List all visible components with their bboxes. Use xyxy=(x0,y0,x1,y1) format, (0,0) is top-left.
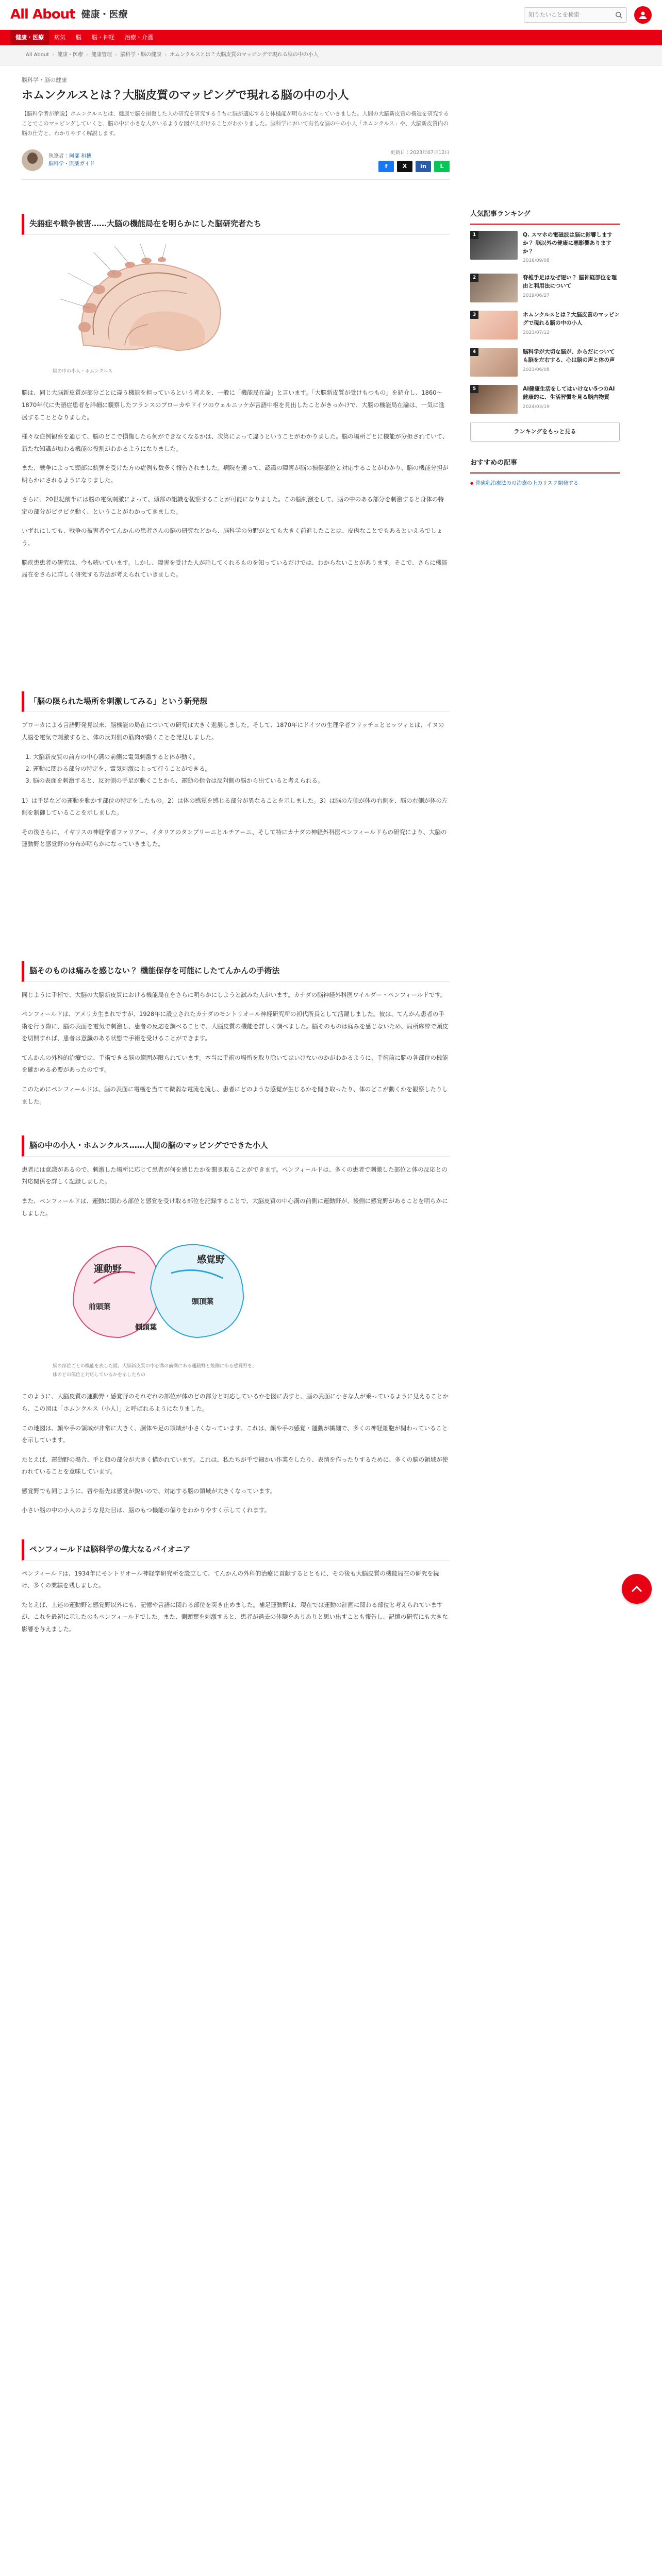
homunculus-figure xyxy=(53,242,238,376)
ranking-item[interactable] xyxy=(470,311,620,340)
header-divider xyxy=(22,179,450,180)
rank-number: 5 xyxy=(470,385,478,393)
list-item: 1. 大脳新皮質の前方の中心溝の前側に電気刺激すると体が動く。 xyxy=(33,751,450,763)
paragraph: また、戦争によって頭部に銃弾を受けた方の症例も数多く報告されました。病院を通って、認識の障害が脳の損傷部位と対応することがわかり、脳の機能分担が明らかにされるようになりました。 xyxy=(22,464,449,484)
paragraph: 小さい脳の中の小人のような見た目は、脳のもつ機能の偏りをわかりやすく示してくれます。 xyxy=(22,1506,271,1514)
ranking-title[interactable]: 脊椎手足はなぜ短い？ 脳神経部位を理由と利用法について xyxy=(523,274,617,290)
homunculus-illustration xyxy=(53,242,238,361)
search-box xyxy=(524,7,627,23)
breadcrumb-item[interactable]: 健康・医療 xyxy=(57,52,84,58)
parietal-lobe-label: 頭頂葉 xyxy=(192,1298,213,1307)
nav-item-nerve[interactable]: 脳・神経 xyxy=(92,34,114,41)
article-lead: 【脳科学者が解説】ホムンクルスとは、健康で脳を損傷した人の研究を研究するうちに脳が適応すると体機能が明らかになっていきました。人間の大脳新皮質の構造を研究することでこのマッピングしていくと、脳の中に小さな人がいるような図がえがけることがわかりました。脳科学において有名な脳の中の小人「ホムンクルス」や、大脳新皮質内の脳の仕方と、わかりやすく解説します。 xyxy=(22,110,449,137)
breadcrumb-separator: › xyxy=(164,52,167,58)
section-heading: 「脳の限られた場所を刺激してみる」という新発想 xyxy=(22,691,450,713)
article-thumbnail[interactable] xyxy=(470,385,518,414)
motor-area-label: 運動野 xyxy=(94,1264,122,1275)
paragraph: 様々な症例観察を通じて、脳のどこで損傷したら何ができなくなるかは、次第によって違うということがわかりました。脳の場所ごとに機能が分担されていて、新たな知識が加わる機能の役割がわかるようになりました。 xyxy=(22,433,449,452)
article-thumbnail[interactable] xyxy=(470,311,518,340)
line-share-button[interactable]: L xyxy=(434,161,450,172)
share-buttons xyxy=(378,161,450,172)
author-block xyxy=(22,149,95,171)
paragraph: さらに、20世紀前半には脳の電気刺激によって、頭部の組織を観察することが可能になりました。この脳刺激をして、脳の中のある部分を刺激すると身体の特定の部分がピクピク動く、ということがわかってきました。 xyxy=(22,496,444,515)
paragraph: この地図は、顔や手の領域が非常に大きく、胴体や足の領域が小さくなっています。これは、顔や手の感覚・運動が繊細で、多くの神経細胞が関わっていることを示しています。 xyxy=(22,1424,448,1444)
ranking-item[interactable] xyxy=(470,385,620,414)
linkedin-share-button[interactable]: in xyxy=(416,161,431,172)
user-icon xyxy=(638,10,648,20)
ranking-date: 2023/06/08 xyxy=(523,367,550,372)
author-name[interactable]: 阿部 和穂 xyxy=(69,154,92,160)
article-thumbnail[interactable] xyxy=(470,274,518,302)
author-row xyxy=(22,144,450,176)
ranking-item[interactable] xyxy=(470,348,620,377)
recommend-heading: おすすめの記事 xyxy=(470,457,620,473)
motor-sensory-map xyxy=(53,1227,259,1355)
avatar[interactable] xyxy=(22,149,43,171)
section-spacer xyxy=(22,1524,450,1539)
site-header xyxy=(0,0,662,30)
nav-item-health[interactable]: 健康・医療 xyxy=(10,30,49,45)
ranking-title[interactable]: Q. スマホの電磁波は脳に影響しますか？ 脳以外の健康に悪影響ありますか？ xyxy=(523,231,613,255)
user-account-button[interactable] xyxy=(634,6,652,24)
ranking-item[interactable] xyxy=(470,274,620,302)
chevron-up-icon xyxy=(631,1585,642,1592)
paragraph: たとえば、運動野の場合、手と顔の部分が大きく描かれています。これは、私たちが手で細かい作業をしたり、表情を作ったりするために、多くの脳の領域が使われていることを意味しています。 xyxy=(22,1455,449,1476)
rank-number: 2 xyxy=(470,274,478,282)
list-item: 3. 脳の表面を刺激すると、反対側の手足が動くことから、運動の指令は反対側の脳から出ていると考えられる。 xyxy=(33,775,450,787)
logo-text: All About xyxy=(10,7,75,23)
breadcrumb-item[interactable]: 脳科学・脳の健康 xyxy=(120,52,162,58)
search-input[interactable] xyxy=(528,11,615,18)
logo-subtitle: 健康・医療 xyxy=(81,9,128,20)
breadcrumb-item[interactable]: 健康管理 xyxy=(91,52,112,58)
breadcrumb-separator: › xyxy=(52,52,55,58)
recommend-link[interactable]: ● 骨癒乳治療法のの治療の上のリスク開発する xyxy=(470,480,620,488)
ranking-item[interactable] xyxy=(470,231,620,265)
author-info xyxy=(48,152,95,168)
breadcrumb-item[interactable]: All About xyxy=(26,52,49,58)
page-title: ホムンクルスとは？大脳皮質のマッピングで現れる脳の中の小人 xyxy=(22,89,349,102)
ranking-title[interactable]: 脳科学が大切な脳が、からだについても脳を左右する、心は脳の声と体の声 xyxy=(523,348,615,364)
paragraph: このように、大脳皮質の運動野・感覚野のそれぞれの部位が体のどの部分と対応しているかを図に表すと、脳の表面に小さな人が乗っているように見えることから、この図は「ホムンクルス（小人）」と呼ばれるようになりました。 xyxy=(22,1393,449,1412)
section-spacer xyxy=(22,858,450,961)
facebook-share-button[interactable]: f xyxy=(378,161,394,172)
breadcrumb-separator: › xyxy=(86,52,89,58)
paragraph: 1）は手足などの運動を動かす部位の特定をしたもの。2）は体の感覚を感じる部分が異なることを示しました。3）は脳の左側が体の右側を、脳の右側が体の左側を制御していることを示しました。 xyxy=(22,796,448,817)
paragraph: 感覚野でも同じように、唇や指先は感覚が鋭いので、対応する脳の領域が大きくなっています。 xyxy=(22,1487,276,1495)
paragraph: たとえば、上述の運動野と感覚野以外にも、記憶や言語に関わる部位を突き止めました。補足運動野は、現在では運動の計画に関わる部位と考えられていますが、これを最初に示したのもペンフィールドでした。また、側頭葉を刺激すると、患者が過去の体験をありありと思い出すことも報告し、記憶の研究にも大きな影響を与えました。 xyxy=(22,1601,448,1633)
paragraph: ブローカによる言語野発見以来、脳機能の局在についての研究は大きく進展しました。そして、1870年にドイツの生理学者フリッチュとヒッツィヒは、イヌの大脳を電気で刺激すると、体の反対側の筋肉が動くことを発見しました。 xyxy=(22,721,444,741)
nav-item-care[interactable]: 治療・介護 xyxy=(125,34,153,41)
back-to-top-button[interactable] xyxy=(622,1574,652,1604)
section-spacer xyxy=(22,588,450,691)
paragraph: このためにペンフィールドは、脳の表面に電極を当てて微弱な電流を流し、患者にどのような感覚が生じるかを聞き取ったり、体のどこが動くかを観察したりしました。 xyxy=(22,1085,448,1105)
paragraph: いずれにしても、戦争の被害者やてんかんの患者さんの脳の研究などから、脳科学の分野がとても大きく前進したことは、皮肉なことでもあるといえるでしょう。 xyxy=(22,527,443,547)
article-thumbnail[interactable] xyxy=(470,348,518,377)
rank-number: 1 xyxy=(470,231,478,239)
paragraph: ペンフィールドは、1934年にモントリオール神経学研究所を設立して、てんかんの外科的治療に貢献するとともに、その後も大脳皮質の機能局在の研究を続け、多くの業績を残しました。 xyxy=(22,1569,439,1589)
figure-caption: 脳の中の小人・ホムンクルス xyxy=(53,368,113,374)
ranking-date: 2016/09/08 xyxy=(523,258,550,264)
article-main xyxy=(22,75,450,1643)
breadcrumb-current: ホムンクルスとは？大脳皮質のマッピングで現れる脳の中の小人 xyxy=(170,52,319,58)
article-meta xyxy=(378,148,450,172)
breadcrumb xyxy=(0,45,662,66)
breadcrumb-separator: › xyxy=(115,52,118,58)
nav-item-disease[interactable]: 病気 xyxy=(54,34,65,41)
updated-date: 更新日：2023年07月12日 xyxy=(390,150,450,156)
nav-item-brain[interactable]: 脳 xyxy=(76,34,81,41)
figure-caption: 脳の部位ごとの機能を表した図。大脳新皮質の中心溝の前側にある運動野と後側にある感覚野を、体のどの部位と対応しているかを示したもの xyxy=(53,1364,257,1378)
frontal-lobe-label: 前頭葉 xyxy=(89,1303,110,1312)
article-category[interactable]: 脳科学・脳の健康 xyxy=(22,76,67,83)
article-thumbnail[interactable] xyxy=(470,231,518,260)
ranking-date: 2023/07/12 xyxy=(523,330,550,335)
author-role: 執筆者： xyxy=(48,154,69,160)
paragraph: また、ペンフィールドは、運動に関わる部位と感覚を受け取る部位を記録することで、大脳皮質の中心溝の前側に運動野が、後側に感覚野があることを明らかにしました。 xyxy=(22,1197,448,1217)
paragraph: 脳疾患患者の研究は、今も続いています。しかし、障害を受けた人が話してくれるものを知っているだけでは、わからないことがあります。そこで、さらに機能局在をさらに詳しく研究する方法が考えられていきました。 xyxy=(22,558,448,579)
x-share-button[interactable]: X xyxy=(397,161,412,172)
page-body xyxy=(22,66,640,1643)
section-heading: 失語症や戦争被害……大脳の機能局在を明らかにした脳研究者たち xyxy=(22,214,450,235)
paragraph: ペンフィールドは、アメリカ生まれですが、1928年に設立されたカナダのモントリオール神経研究所の初代所長として活躍しました。彼は、てんかん患者の手術を行う際に、脳の表面を電気で刺激し、患者の反応を調べることで、大脳皮質の機能を詳しく調べました。脳そのものは痛みを感じないため、局所麻酔で頭皮を切開すれば、患者は意識のある状態で手術を受けることができます。 xyxy=(22,1010,449,1042)
ranking-more-button[interactable]: ランキングをもっと見る xyxy=(470,422,620,442)
list-item: 2. 運動に関わる部分の特定を、電気刺激によって行うことができる。 xyxy=(33,763,450,775)
rank-number: 3 xyxy=(470,311,478,319)
paragraph: 患者には意識があるので、刺激した場所に応じて患者が何を感じたかを聞き取ることができます。ペンフィールドは、多くの患者で刺激した部位と体の反応との対応関係を詳しく記録しました。 xyxy=(22,1165,448,1185)
sidebar xyxy=(470,75,620,1643)
section-heading: ペンフィールドは脳科学の偉大なるパイオニア xyxy=(22,1539,450,1561)
section-spacer xyxy=(22,1115,450,1136)
sensory-area-label: 感覚野 xyxy=(197,1255,225,1266)
site-logo[interactable] xyxy=(10,2,128,27)
section-heading: 脳そのものは痛みを感じない？ 機能保存を可能にしたてんかんの手術法 xyxy=(22,961,450,982)
section-heading: 脳の中の小人・ホムンクルス……人間の脳のマッピングでできた小人 xyxy=(22,1136,450,1157)
author-title[interactable]: 脳科学・医薬ガイド xyxy=(48,161,95,167)
paragraph: その後さらに、イギリスの神経学者ファリアー、イタリアのタンブリーニとルチアーニ、そして特にカナダの神経外科医ペンフィールドらの研究により、大脳の運動野と感覚野の分布が明らかになっていきました。 xyxy=(22,828,447,848)
paragraph: 脳は、同じ大脳新皮質が部分ごとに違う機能を担っているという考えを、一般に「機能局在論」と言います。「大脳新皮質が受けもつもの」を紹介し、1860〜1870年代に失語症患者を詳細に観察したフランスのブローカやドイツのウェルニッケが言語中枢を見出したことがきっかけで、大脳の機能局在論は、一気に進展することとなりました。 xyxy=(22,389,445,421)
category-nav xyxy=(0,30,662,45)
temporal-lobe-label: 側頭葉 xyxy=(135,1324,157,1332)
ranking-title[interactable]: ホムンクルスとは？大脳皮質のマッピングで現れる脳の中の小人 xyxy=(523,311,620,327)
paragraph: てんかんの外科的治療では、手術できる脳の範囲が限られています。本当に手術の場所を取り除いてはいけないのかがわかるように、手術前に脳の各部位の機能を確かめる必要があったのです。 xyxy=(22,1054,449,1074)
ranking-title[interactable]: AI健康生活をしてはいけない5つのAI 健康的に、生活習慣を見る脳内物質 xyxy=(523,385,615,401)
search-icon[interactable] xyxy=(615,11,622,19)
ranking-heading: 人気記事ランキング xyxy=(470,208,620,225)
ranking-date: 2024/03/19 xyxy=(523,404,550,410)
numbered-list xyxy=(33,751,450,787)
rank-number: 4 xyxy=(470,348,478,356)
paragraph: 同じように手術で、大脳の大脳新皮質における機能局在をさらに明らかにしようと試みた人がいます。カナダの脳神経外科医ワイルダー・ペンフィールドです。 xyxy=(22,991,446,998)
ranking-date: 2019/06/27 xyxy=(523,293,550,298)
motor-sensory-figure xyxy=(53,1227,259,1379)
